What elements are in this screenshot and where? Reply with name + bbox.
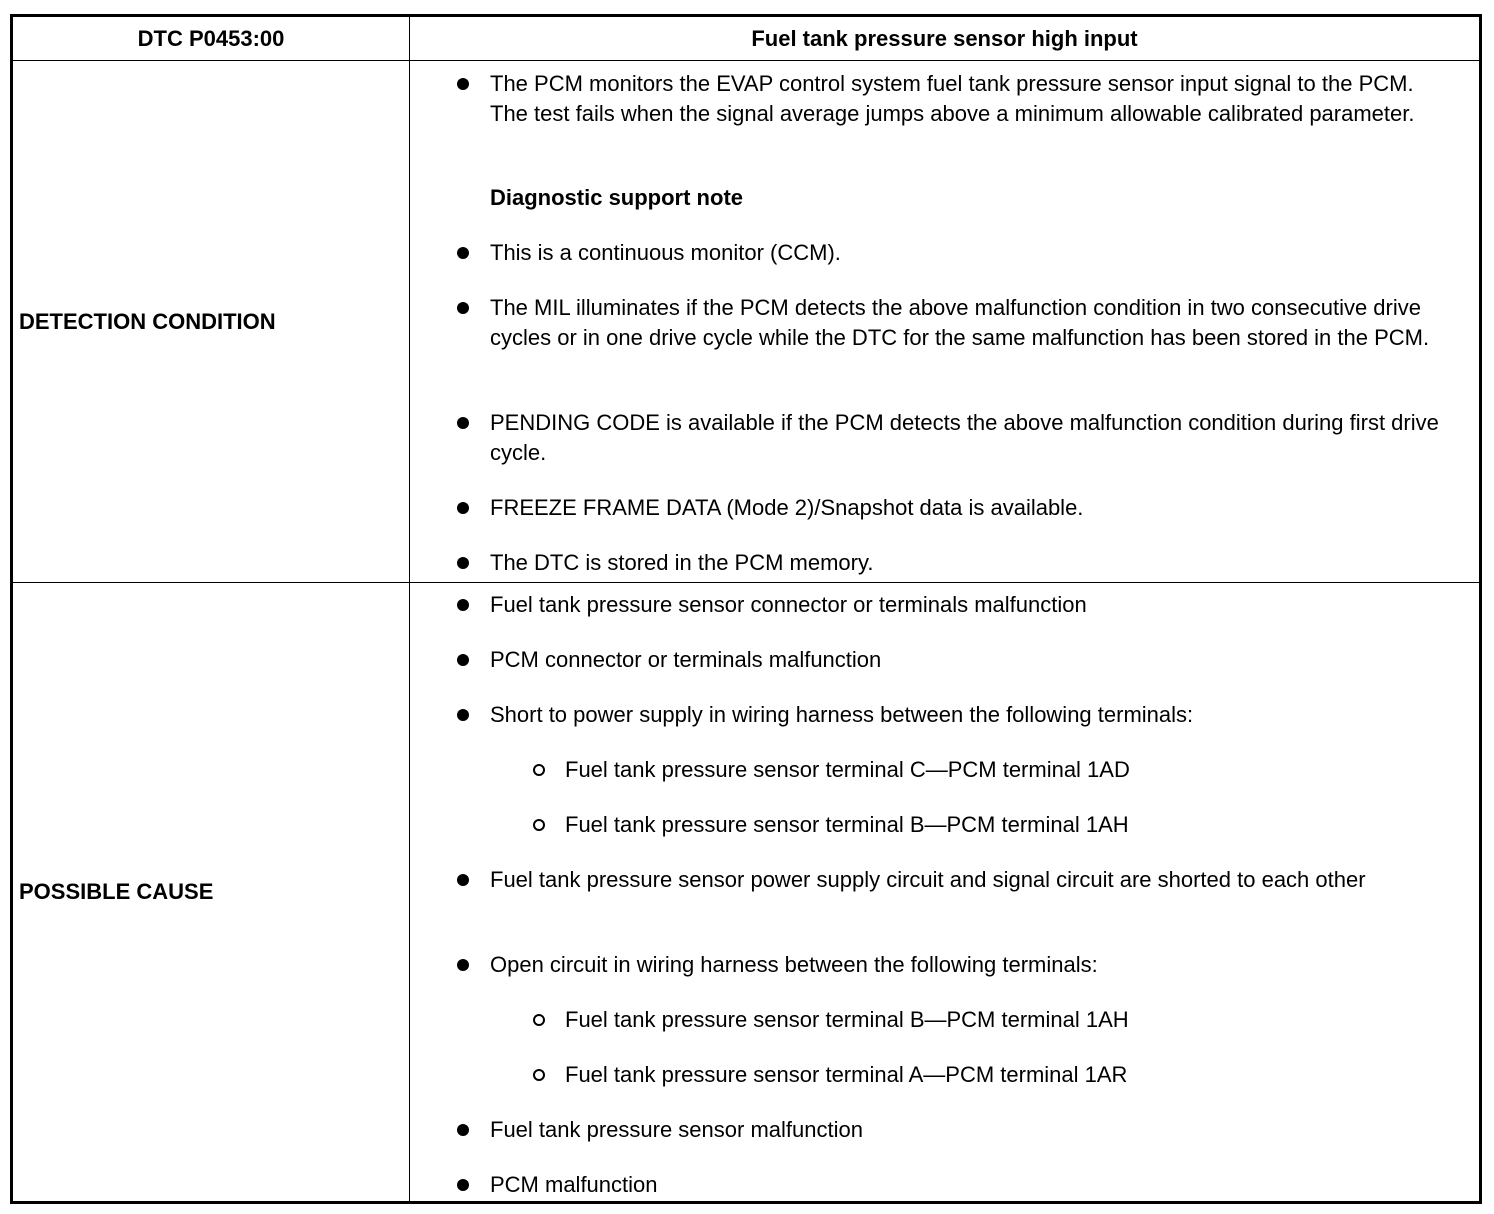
list-item xyxy=(490,293,1449,353)
list-item-text: PENDING CODE is available if the PCM detects the above malfunction condition during first drive cycle. xyxy=(490,410,1439,465)
sub-list-item-text: Fuel tank pressure sensor terminal B—PCM terminal 1AH xyxy=(565,1007,1129,1032)
list-item-text: The PCM monitors the EVAP control system fuel tank pressure sensor input signal to the PCM. The test fails when the signal average jumps above a minimum allowable calibrated parameter. xyxy=(490,71,1415,126)
list-item xyxy=(490,950,1449,980)
list-item-text: PCM malfunction xyxy=(490,1172,658,1197)
cause-content-cell xyxy=(410,583,1479,1201)
header-code-cell xyxy=(13,17,410,60)
sub-list-item-text: Fuel tank pressure sensor terminal C—PCM terminal 1AD xyxy=(565,757,1130,782)
header-title-cell xyxy=(410,17,1479,60)
diagnostic-note-heading: Diagnostic support note xyxy=(490,185,743,210)
cause-row xyxy=(13,583,1479,1201)
bullet-icon xyxy=(457,417,469,429)
bullet-icon xyxy=(457,557,469,569)
list-item-text: Fuel tank pressure sensor malfunction xyxy=(490,1117,863,1142)
sub-list-item xyxy=(565,1005,1449,1035)
list-item xyxy=(490,1115,1449,1145)
list-item-text: Short to power supply in wiring harness between the following terminals: xyxy=(490,702,1194,727)
detection-row xyxy=(13,61,1479,583)
list-item xyxy=(490,1170,1449,1200)
list-item xyxy=(490,238,1449,268)
bullet-icon xyxy=(457,1179,469,1191)
list-item xyxy=(490,69,1449,129)
list-item-text: Fuel tank pressure sensor power supply circuit and signal circuit are shorted to each other xyxy=(490,867,1366,892)
sub-list-item xyxy=(565,810,1449,840)
list-item-text: This is a continuous monitor (CCM). xyxy=(490,240,841,265)
detection-content-cell xyxy=(410,61,1479,582)
dtc-table xyxy=(10,14,1482,1204)
list-item xyxy=(490,645,1449,675)
list-item-text: Fuel tank pressure sensor connector or terminals malfunction xyxy=(490,592,1087,617)
header-row xyxy=(13,17,1479,61)
list-item xyxy=(490,590,1449,620)
detection-label-cell xyxy=(13,61,410,582)
circle-bullet-icon xyxy=(533,1069,545,1081)
dtc-title: Fuel tank pressure sensor high input xyxy=(751,25,1138,51)
circle-bullet-icon xyxy=(533,764,545,776)
detection-label: DETECTION CONDITION xyxy=(19,308,276,334)
cause-label-cell xyxy=(13,583,410,1201)
list-item xyxy=(490,493,1449,523)
bullet-icon xyxy=(457,959,469,971)
list-item xyxy=(490,700,1449,730)
bullet-icon xyxy=(457,654,469,666)
sub-list-item-text: Fuel tank pressure sensor terminal B—PCM terminal 1AH xyxy=(565,812,1129,837)
bullet-icon xyxy=(457,502,469,514)
bullet-icon xyxy=(457,247,469,259)
bullet-icon xyxy=(457,1124,469,1136)
list-item-text: PCM connector or terminals malfunction xyxy=(490,647,882,672)
circle-bullet-icon xyxy=(533,1014,545,1026)
sub-list-item-text: Fuel tank pressure sensor terminal A—PCM terminal 1AR xyxy=(565,1062,1128,1087)
bullet-icon xyxy=(457,78,469,90)
list-item-text: The MIL illuminates if the PCM detects the above malfunction condition in two consecutive drive cycles or in one drive cycle while the DTC for the same malfunction has been stored in the PCM. xyxy=(490,295,1430,350)
list-item-text: The DTC is stored in the PCM memory. xyxy=(490,550,874,575)
list-item-text: Open circuit in wiring harness between the following terminals: xyxy=(490,952,1098,977)
list-item xyxy=(490,548,1449,578)
list-item-text: FREEZE FRAME DATA (Mode 2)/Snapshot data is available. xyxy=(490,495,1084,520)
circle-bullet-icon xyxy=(533,819,545,831)
cause-label: POSSIBLE CAUSE xyxy=(19,879,214,904)
sub-list-item xyxy=(565,755,1449,785)
bullet-icon xyxy=(457,709,469,721)
dtc-code: DTC P0453:00 xyxy=(137,25,285,51)
bullet-icon xyxy=(457,302,469,314)
list-item xyxy=(490,865,1449,895)
bullet-icon xyxy=(457,874,469,886)
sub-list-item xyxy=(565,1060,1449,1090)
bullet-icon xyxy=(457,599,469,611)
list-item xyxy=(490,408,1449,468)
